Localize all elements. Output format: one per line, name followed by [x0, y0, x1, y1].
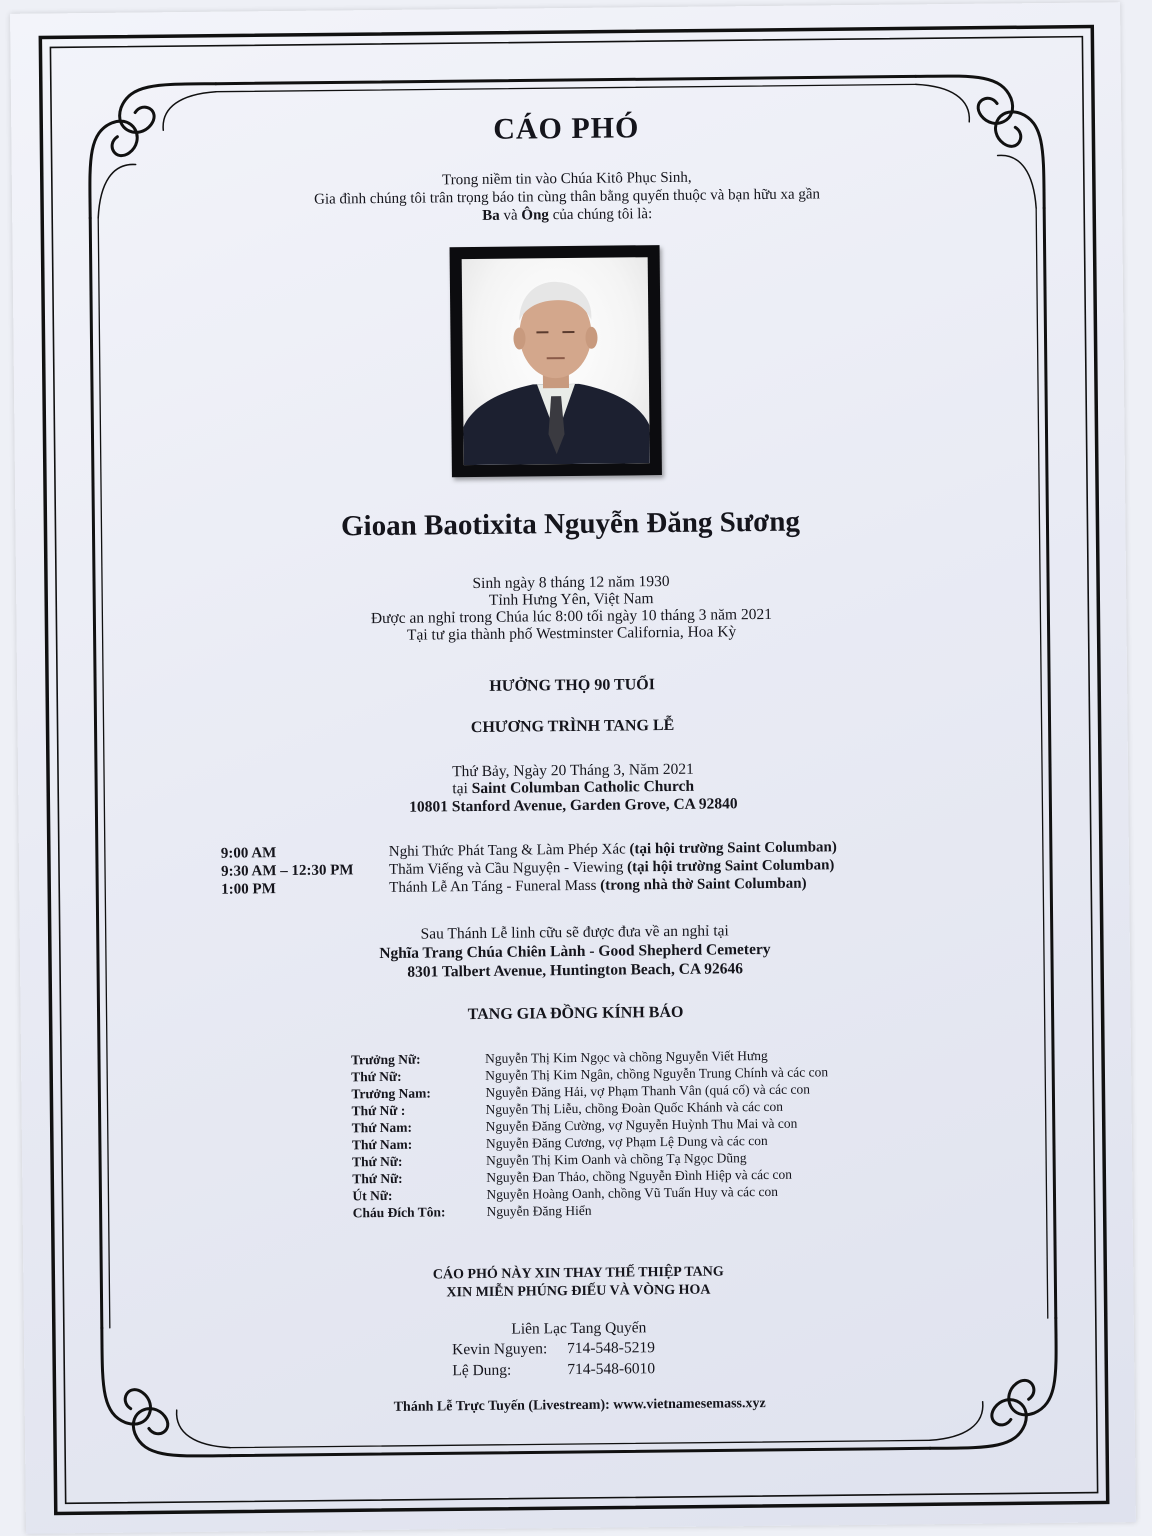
- family-role: Cháu Đích Tôn:: [352, 1204, 446, 1221]
- burial-cemetery: Nghĩa Trang Chúa Chiên Lành - Good Shepherd Cemetery: [379, 940, 771, 963]
- portrait-photo: [462, 257, 650, 465]
- contact-name: Lệ Dung:: [452, 1361, 512, 1380]
- schedule-event: Thăm Viếng và Cầu Nguyện - Viewing: [388, 859, 628, 878]
- notice-line-2: XIN MIỄN PHÚNG ĐIẾU VÀ VÒNG HOA: [446, 1282, 711, 1301]
- corner-ornament-bottom-left: [102, 1327, 230, 1457]
- portrait-frame: [450, 245, 662, 477]
- family-role: Út Nữ:: [352, 1187, 393, 1204]
- age-heading: HƯỞNG THỌ 90 TUỔI: [489, 676, 655, 695]
- schedule-event: Thánh Lễ An Táng - Funeral Mass: [389, 877, 601, 896]
- notice-line-1: CÁO PHÓ NÀY XIN THAY THẾ THIỆP TANG: [432, 1264, 724, 1283]
- contact-phone: 714-548-6010: [567, 1360, 656, 1379]
- schedule-event: Nghi Thức Phát Tang & Làm Phép Xác: [388, 841, 630, 860]
- schedule-time: 1:00 PM: [221, 881, 276, 898]
- contact-phone: 714-548-5219: [566, 1339, 655, 1358]
- family-name: Nguyễn Thị Liễu, chồng Đoàn Quốc Khánh và các con: [485, 1098, 784, 1117]
- family-name: Nguyễn Thị Kim Oanh và chồng Tạ Ngọc Dũng: [486, 1150, 747, 1168]
- family-name: Nguyễn Đăng Cường, vợ Nguyễn Huỳnh Thu Mai và con: [485, 1115, 798, 1134]
- family-role: Trưởng Nữ:: [350, 1051, 421, 1068]
- family-name: Nguyễn Thị Kim Ngân, chồng Nguyễn Trung Chính và các con: [485, 1064, 829, 1083]
- intro-ba: Ba: [482, 207, 500, 224]
- bio-line-1: Sinh ngày 8 tháng 12 năm 1930: [472, 572, 670, 593]
- deceased-name: Gioan Baotixita Nguyễn Đăng Sương: [340, 505, 801, 543]
- intro-ong: Ông: [521, 207, 549, 224]
- intro-line-1: Trong niềm tin vào Chúa Kitô Phục Sinh,: [442, 169, 692, 189]
- family-name: Nguyễn Thị Kim Ngọc và chồng Nguyễn Viết Hưng: [484, 1047, 768, 1066]
- family-name: Nguyễn Đan Thảo, chồng Nguyễn Đình Hiệp và các con: [486, 1166, 793, 1185]
- family-name: Nguyễn Đăng Hiển: [486, 1202, 592, 1219]
- intro-va: và: [499, 207, 522, 224]
- portrait-silhouette: [462, 257, 650, 465]
- family-name: Nguyễn Hoàng Oanh, chồng Vũ Tuấn Huy và các con: [486, 1183, 778, 1202]
- program-address: 10801 Stanford Avenue, Garden Grove, CA 92840: [409, 795, 738, 816]
- program-heading: CHƯƠNG TRÌNH TANG LỄ: [470, 716, 675, 737]
- family-role: Thứ Nam:: [351, 1136, 413, 1153]
- contact-heading: Liên Lạc Tang Quyến: [511, 1319, 647, 1338]
- page-title: CÁO PHÓ: [493, 111, 640, 146]
- bio-line-3: Được an nghỉ trong Chúa lúc 8:00 tối ngày 10 tháng 3 năm 2021: [370, 605, 773, 628]
- schedule-place: (trong nhà thờ Saint Columban): [600, 875, 807, 894]
- burial-intro: Sau Thánh Lễ linh cữu sẽ được đưa về an nghỉ tại: [420, 922, 729, 943]
- schedule-place: (tại hội trường Saint Columban): [629, 839, 837, 858]
- family-role: Thứ Nữ :: [351, 1102, 406, 1119]
- family-heading: TANG GIA ĐỒNG KÍNH BÁO: [467, 1003, 684, 1024]
- corner-ornament-bottom-right: [929, 1318, 1057, 1448]
- program-date: Thứ Bảy, Ngày 20 Tháng 3, Năm 2021: [452, 760, 694, 781]
- family-name: Nguyễn Đăng Hải, vợ Phạm Thanh Vân (quá cố) và các con: [485, 1081, 811, 1100]
- burial-address: 8301 Talbert Avenue, Huntington Beach, CA 92646: [407, 960, 743, 981]
- intro-line-2: Gia đình chúng tôi trân trọng báo tin cùng thân bằng quyến thuộc và bạn hữu xa gần: [313, 186, 821, 208]
- contact-name: Kevin Nguyen:: [451, 1340, 548, 1359]
- family-role: Thứ Nữ:: [351, 1068, 402, 1085]
- schedule-time: 9:00 AM: [220, 845, 277, 862]
- venue-name: Saint Columban Catholic Church: [471, 777, 695, 798]
- schedule-place: (tại hội trường Saint Columban): [626, 857, 835, 876]
- family-role: Thứ Nữ:: [352, 1153, 403, 1170]
- family-row: [353, 1202, 592, 1222]
- bio-line-4: Tại tư gia thành phố Westminster California, Hoa Kỳ: [406, 623, 737, 644]
- bio-line-2: Tỉnh Hưng Yên, Việt Nam: [488, 590, 654, 609]
- family-role: Trưởng Nam:: [351, 1085, 431, 1102]
- schedule-time: 9:30 AM – 12:30 PM: [220, 862, 354, 880]
- intro-end: của chúng tôi là:: [548, 206, 653, 224]
- venue-prefix: tại: [452, 780, 472, 798]
- obituary-page: [10, 2, 1136, 1534]
- family-name: Nguyễn Đăng Cương, vợ Phạm Lệ Dung và các con: [485, 1132, 768, 1151]
- livestream-line: Thánh Lễ Trực Tuyến (Livestream): www.vietnamesemass.xyz: [393, 1396, 766, 1415]
- family-role: Thứ Nam:: [351, 1119, 413, 1136]
- family-role: Thứ Nữ:: [352, 1170, 403, 1187]
